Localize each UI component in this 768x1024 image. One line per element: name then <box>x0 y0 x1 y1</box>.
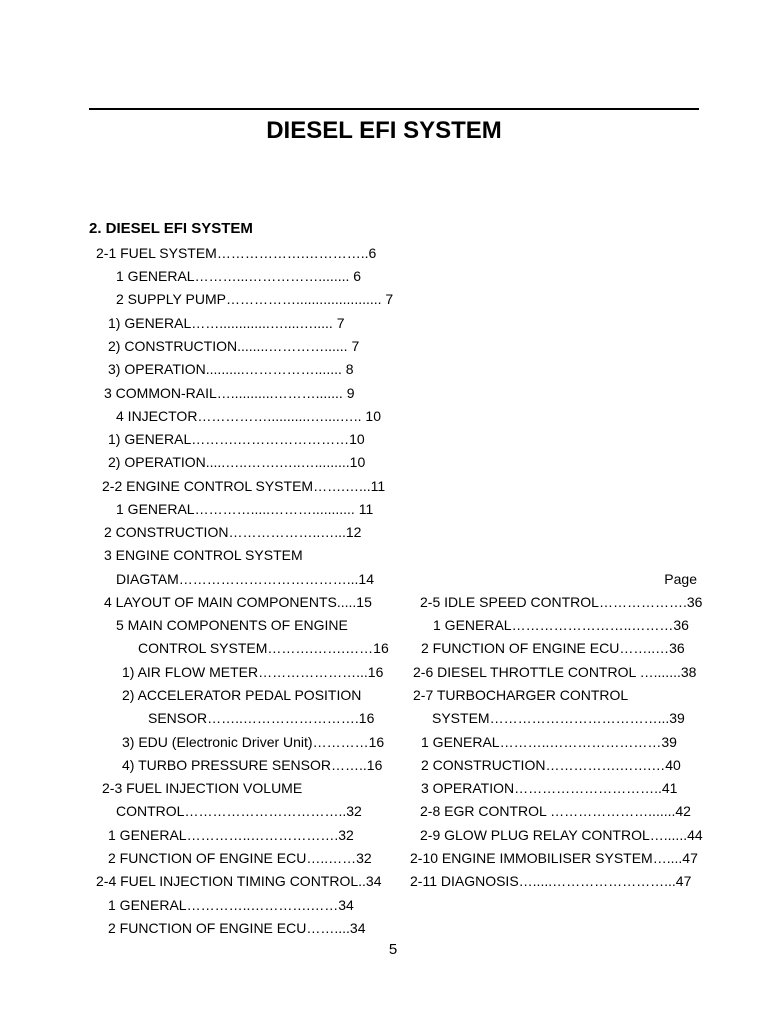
toc-left-item: 1) GENERAL……….……………………10 <box>108 431 365 447</box>
toc-left-item: CONTROL SYSTEM……….…….……16 <box>138 640 389 656</box>
page-column-label: Page <box>664 571 697 587</box>
toc-left-item: 1 GENERAL………….....………........... 11 <box>116 501 374 517</box>
toc-left-item: 4 LAYOUT OF MAIN COMPONENTS.....15 <box>104 594 372 610</box>
toc-left-item: 1) AIR FLOW METER…………………...16 <box>122 664 384 680</box>
section-heading: 2. DIESEL EFI SYSTEM <box>89 220 253 237</box>
toc-left-item: SENSOR……..…………………….16 <box>148 710 375 726</box>
toc-left-item: 3 COMMON-RAIL…...........………....... 9 <box>104 385 355 401</box>
toc-left-item: 3 ENGINE CONTROL SYSTEM <box>104 547 303 563</box>
toc-left-item: 3) EDU (Electronic Driver Unit)…………16 <box>122 734 385 750</box>
toc-right-item: 2 FUNCTION OF ENGINE ECU……..…36 <box>421 640 685 656</box>
toc-right-item: 2-6 DIESEL THROTTLE CONTROL ….......38 <box>413 664 697 680</box>
toc-right-item: 3 OPERATION…………………………..41 <box>421 780 678 796</box>
toc-left-item: 2) CONSTRUCTION........…………...... 7 <box>108 338 360 354</box>
toc-left-item: 2 FUNCTION OF ENGINE ECU……....34 <box>108 920 366 936</box>
toc-left-item: 2-4 FUEL INJECTION TIMING CONTROL..34 <box>96 873 382 889</box>
toc-right-item: 2-11 DIAGNOSIS….....……………………...47 <box>410 873 692 889</box>
toc-left-item: 5 MAIN COMPONENTS OF ENGINE <box>116 617 348 633</box>
toc-left-item: DIAGTAM………………………………...14 <box>116 571 374 587</box>
page-number: 5 <box>388 941 398 958</box>
toc-left-item: 1 GENERAL………...……………........ 6 <box>116 268 362 284</box>
toc-right-item: 2-5 IDLE SPEED CONTROL……………….36 <box>420 594 703 610</box>
toc-left-item: 2-1 FUEL SYSTEM……………….…………..6 <box>96 245 377 261</box>
toc-left-item: 4 INJECTOR……………...........…....….. 10 <box>116 408 382 424</box>
toc-right-item: 2-9 GLOW PLUG RELAY CONTROL…......44 <box>420 827 703 843</box>
toc-right-item: 2-7 TURBOCHARGER CONTROL <box>413 687 629 703</box>
toc-left-item: 2) OPERATION.....…..…….…..….........10 <box>108 454 366 470</box>
toc-left-item: 1) GENERAL…….............…....…..... 7 <box>108 315 345 331</box>
toc-left-item: 2 CONSTRUCTION………………..…...12 <box>104 524 362 540</box>
toc-left-item: 4) TURBO PRESSURE SENSOR……..16 <box>122 757 383 773</box>
toc-right-item: 2 CONSTRUCTION…………….…….…40 <box>421 757 681 773</box>
toc-left-item: 3) OPERATION..........……………....... 8 <box>108 361 354 377</box>
toc-left-item: 1 GENERAL…………..………….……34 <box>108 897 354 913</box>
page-title: DIESEL EFI SYSTEM <box>266 117 502 144</box>
toc-left-item: 2 SUPPLY PUMP……………...................... 7 <box>116 291 394 307</box>
toc-left-item: 1 GENERAL…………..……………….32 <box>108 827 354 843</box>
toc-left-item: 2-3 FUEL INJECTION VOLUME <box>102 780 303 796</box>
toc-right-item: 2-10 ENGINE IMMOBILISER SYSTEM…....47 <box>410 850 698 866</box>
toc-right-item: 1 GENERAL……………………..………36 <box>433 617 689 633</box>
toc-right-item: SYSTEM………………………………...39 <box>432 710 685 726</box>
toc-right-item: 1 GENERAL………..……………………39 <box>421 734 677 750</box>
toc-left-item: 2 FUNCTION OF ENGINE ECU…..……32 <box>108 850 372 866</box>
toc-left-item: CONTROL……………………………..32 <box>116 803 362 819</box>
toc-left-item: 2) ACCELERATOR PEDAL POSITION <box>122 687 362 703</box>
toc-right-item: 2-8 EGR CONTROL ………………….......42 <box>420 803 691 819</box>
header-rule <box>89 108 699 110</box>
toc-left-item: 2-2 ENGINE CONTROL SYSTEM…….…...11 <box>102 478 386 494</box>
